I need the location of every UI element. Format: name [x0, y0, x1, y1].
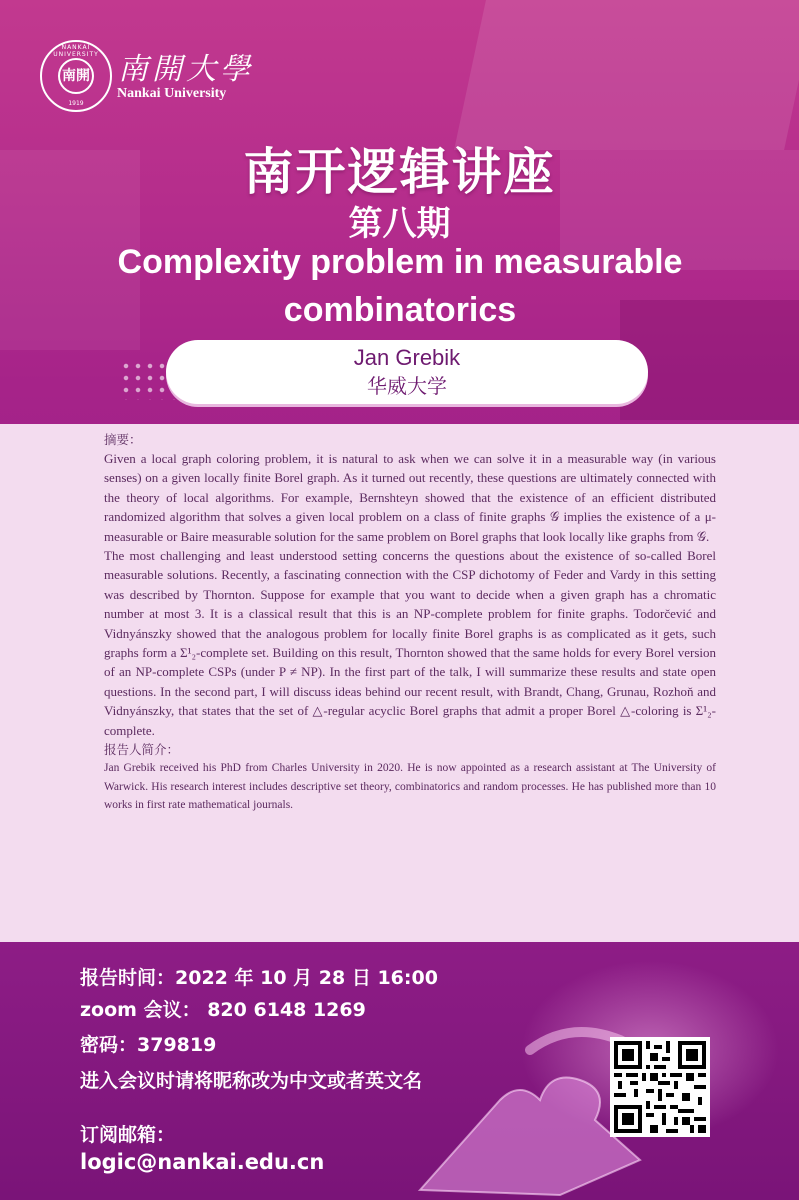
bio-label: 报告人简介： [104, 742, 180, 758]
bio-text: Jan Grebik received his PhD from Charles University in 2020. He is now appointed as a research assistant at The University of Warwick. His research interest includes descriptive set theory, combinatorics and random processes. He has published more than 10 works in first rate mathematical journals. [104, 762, 716, 812]
speaker-affiliation: 华威大学 [367, 374, 447, 398]
speaker-name: Jan Grebik [353, 345, 461, 370]
seal-year: 1919 [68, 100, 84, 107]
subscribe-label: 订阅邮箱： [80, 1124, 176, 1146]
decor-block [454, 0, 799, 150]
abstract-section [104, 430, 716, 815]
university-name-en: Nankai University [117, 86, 227, 101]
series-title: 南开逻辑讲座 [243, 143, 556, 201]
abstract-paragraph: Given a local graph coloring problem, it is natural to ask when we can solve it in a measurable way (in various senses) on a given locally finite Borel graph. As it turned out recently, these questions are ultimately connected with the theory of local algorithms. For example, Bernshteyn showed that the existence of an efficient distributed randomized algorithm that solves a given local problem on a class of finite graphs 𝒢 implies the existence of a μ-measurable or Baire measurable solution for the same problem on Borel graphs that look locally like graphs from 𝒢. [104, 451, 716, 544]
university-name-cn: 南開大學 [118, 52, 254, 87]
seal-center: 南開 [58, 58, 94, 94]
nickname-note: 进入会议时请将昵称改为中文或者英文名 [80, 1070, 423, 1092]
seal-ring-text: NANKAI UNIVERSITY [53, 44, 99, 58]
abstract-label: 摘要： [104, 432, 142, 447]
qr-code-icon [610, 1037, 710, 1137]
event-time: 报告时间：2022 年 10 月 28 日 16:00 [80, 967, 438, 989]
university-seal-logo [40, 40, 112, 112]
abstract-paragraph: The most challenging and least understood setting concerns the questions about the existence of so-called Borel measurable solutions. Recently, a fascinating connection with the CSP dichotomy of Feder and Vardy in this setting was described by Thornton. Suppose for example that you want to decide when a given graph has a chromatic number at most 3. It is a classical result that this is an NP-complete problem for finite graphs. Todorčević and Vidnyánszky showed that the analogous problem for locally finite Borel graphs is as complicated as it gets, such graphs form a Σ¹₂-complete set. Building on this result, Thornton showed that the same holds for every Borel version of an NP-complete CSPs (under P ≠ NP). In the first part of the talk, I will summarize these results and state open questions. In the second part, I will discuss ideas behind our recent result, with Brandt, Chang, Grunau, Rozhoň and Vidnyánszky, that states that the set of △-regular acyclic Borel graphs that admit a proper Borel △-coloring is Σ¹₂-complete. [104, 548, 716, 738]
talk-title: Complexity problem in measurable combinatorics [117, 243, 683, 329]
subscribe-email[interactable]: logic@nankai.edu.cn [80, 1150, 325, 1174]
meeting-password: 密码：379819 [80, 1034, 217, 1056]
zoom-meeting-id: zoom 会议： 820 6148 1269 [80, 999, 366, 1021]
period-label: 第八期 [348, 204, 451, 244]
speaker-card [166, 340, 648, 404]
